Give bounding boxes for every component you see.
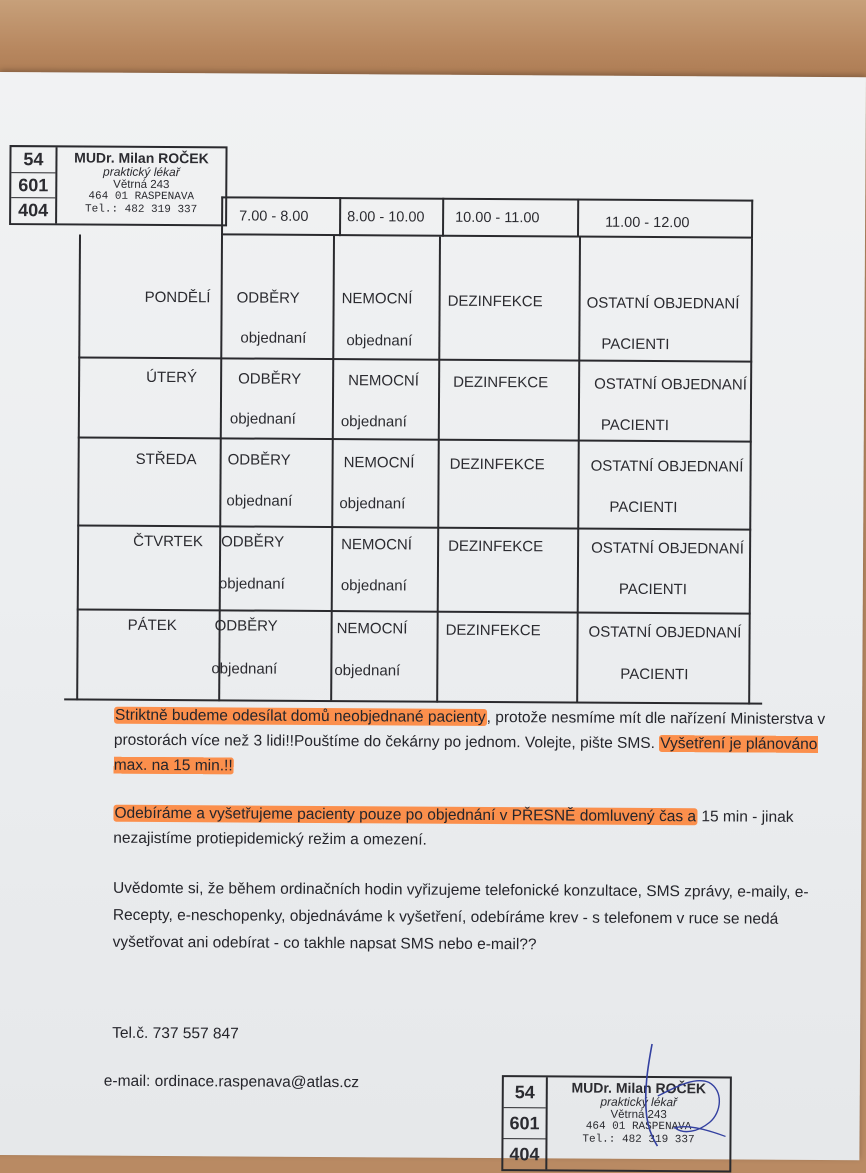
cell-pacienti: PACIENTI (609, 498, 678, 517)
cell-ostatni: OSTATNÍ OBJEDNANÍ (588, 623, 742, 642)
cell-dezinfekce: DEZINFEKCE (449, 455, 545, 474)
cell-objednani: objednaní (218, 575, 285, 593)
day-label: PÁTEK (127, 616, 177, 635)
doctor-city: 464 01 RASPENAVA (88, 190, 195, 204)
cell-nemocni: NEMOCNÍ (341, 536, 413, 554)
stamp-number: 54 (504, 1077, 546, 1108)
doctor-role: praktický lékař (103, 164, 180, 180)
cell-pacienti: PACIENTI (618, 580, 687, 599)
notice-paragraph-1 (114, 703, 834, 782)
day-label: STŘEDA (135, 450, 197, 469)
cell-odbery: ODBĚRY (238, 370, 302, 388)
time-header: 11.00 - 12.00 (605, 214, 690, 232)
cell-odbery: ODBĚRY (236, 289, 300, 307)
cell-ostatni: OSTATNÍ OBJEDNANÍ (590, 457, 744, 476)
doctor-street: Větrná 243 (113, 178, 170, 191)
doctor-name: MUDr. Milan ROČEK (571, 1079, 707, 1097)
cell-dezinfekce: DEZINFEKCE (447, 292, 543, 311)
highlight-text: Odebíráme a vyšetřujeme pacienty pouze po objednání v PŘESNĚ domluvený čas a (114, 804, 697, 826)
notice-paragraph-2 (113, 801, 833, 855)
cell-nemocni: NEMOCNÍ (341, 290, 413, 308)
cell-ostatni: OSTATNÍ OBJEDNANÍ (594, 375, 747, 394)
doctor-phone: Tel.: 482 319 337 (85, 203, 198, 216)
notice-text: , protože nesmíme mít dle nařízení Ministerstva v prostorách více než 3 lidi!!Pouštíme do čekárny po jednom. Volejte, pište SMS. (113, 708, 826, 753)
cell-objednani: objednaní (346, 332, 413, 350)
stamp-number: 404 (509, 1143, 540, 1164)
cell-ostatni: OSTATNÍ OBJEDNANÍ (591, 539, 744, 558)
stamp-number: 601 (11, 173, 55, 199)
notice-sheet (0, 72, 866, 1164)
day-label: ÚTERÝ (146, 368, 198, 387)
stamp-info (57, 147, 225, 224)
notice-paragraph-3: Uvědomte si, že během ordinačních hodin vyřizujeme telefonické konzultace, SMS zprávy, e-maily, e-Recepty, e-neschopenky, objednáváme k vyšetření, odebíráme krev - s telefonem v ruce se nedá vyšetřovat ani odebírat - co takhle napsat SMS nebo e-mail?? (112, 879, 809, 954)
cell-objednani: objednaní (240, 329, 307, 347)
notice-text: 15 min - jinak nezajistíme protiepidemický režim a omezení. (113, 808, 794, 849)
doctor-city: 464 01 RASPENAVA (585, 1120, 692, 1134)
cell-pacienti: PACIENTI (601, 335, 670, 354)
cell-nemocni: NEMOCNÍ (348, 372, 420, 390)
cell-dezinfekce: DEZINFEKCE (448, 537, 544, 556)
contact-email: e-mail: ordinace.raspenava@atlas.cz (103, 1072, 360, 1092)
contact-phone: Tel.č. 737 557 847 (112, 1024, 239, 1043)
cell-objednani: objednaní (340, 577, 407, 595)
cell-dezinfekce: DEZINFEKCE (445, 621, 541, 640)
day-label: PONDĚLÍ (144, 288, 211, 307)
stamp-number: 54 (11, 147, 55, 173)
cell-objednani: objednaní (226, 492, 293, 510)
stamp-number-column (11, 147, 57, 223)
time-header: 7.00 - 8.00 (239, 208, 309, 225)
stamp-number: 601 (503, 1108, 545, 1139)
cell-nemocni: NEMOCNÍ (336, 620, 408, 638)
day-label: ČTVRTEK (133, 532, 203, 551)
doctor-phone: Tel.: 482 319 337 (582, 1133, 695, 1146)
highlight-text: Striktně budeme odesílat domů neobjednané pacienty (115, 706, 486, 726)
signature (613, 1036, 744, 1157)
doctor-name: MUDr. Milan ROČEK (74, 149, 209, 167)
doctor-role: praktický lékař (600, 1094, 678, 1110)
cell-odbery: ODBĚRY (214, 617, 278, 635)
time-header: 8.00 - 10.00 (347, 209, 425, 226)
stamp-number: 404 (18, 200, 49, 221)
cell-odbery: ODBĚRY (221, 533, 285, 551)
doctor-stamp-top (9, 145, 227, 226)
cell-objednani: objednaní (229, 410, 296, 428)
cell-pacienti: PACIENTI (600, 416, 669, 435)
cell-objednani: objednaní (340, 413, 407, 431)
cell-odbery: ODBĚRY (227, 451, 291, 469)
highlight-text: Vyšetření je plánováno max. na 15 min.!! (113, 735, 818, 775)
doctor-street: Větrná 243 (610, 1108, 667, 1121)
cell-ostatni: OSTATNÍ OBJEDNANÍ (586, 294, 740, 313)
cell-objednani: objednaní (211, 660, 278, 678)
cell-objednani: objednaní (339, 495, 406, 513)
stamp-number-column (503, 1077, 548, 1169)
cell-nemocni: NEMOCNÍ (343, 454, 415, 472)
cell-pacienti: PACIENTI (620, 665, 689, 684)
cell-dezinfekce: DEZINFEKCE (453, 373, 549, 392)
time-header: 10.00 - 11.00 (455, 209, 540, 227)
cell-objednani: objednaní (334, 662, 401, 680)
